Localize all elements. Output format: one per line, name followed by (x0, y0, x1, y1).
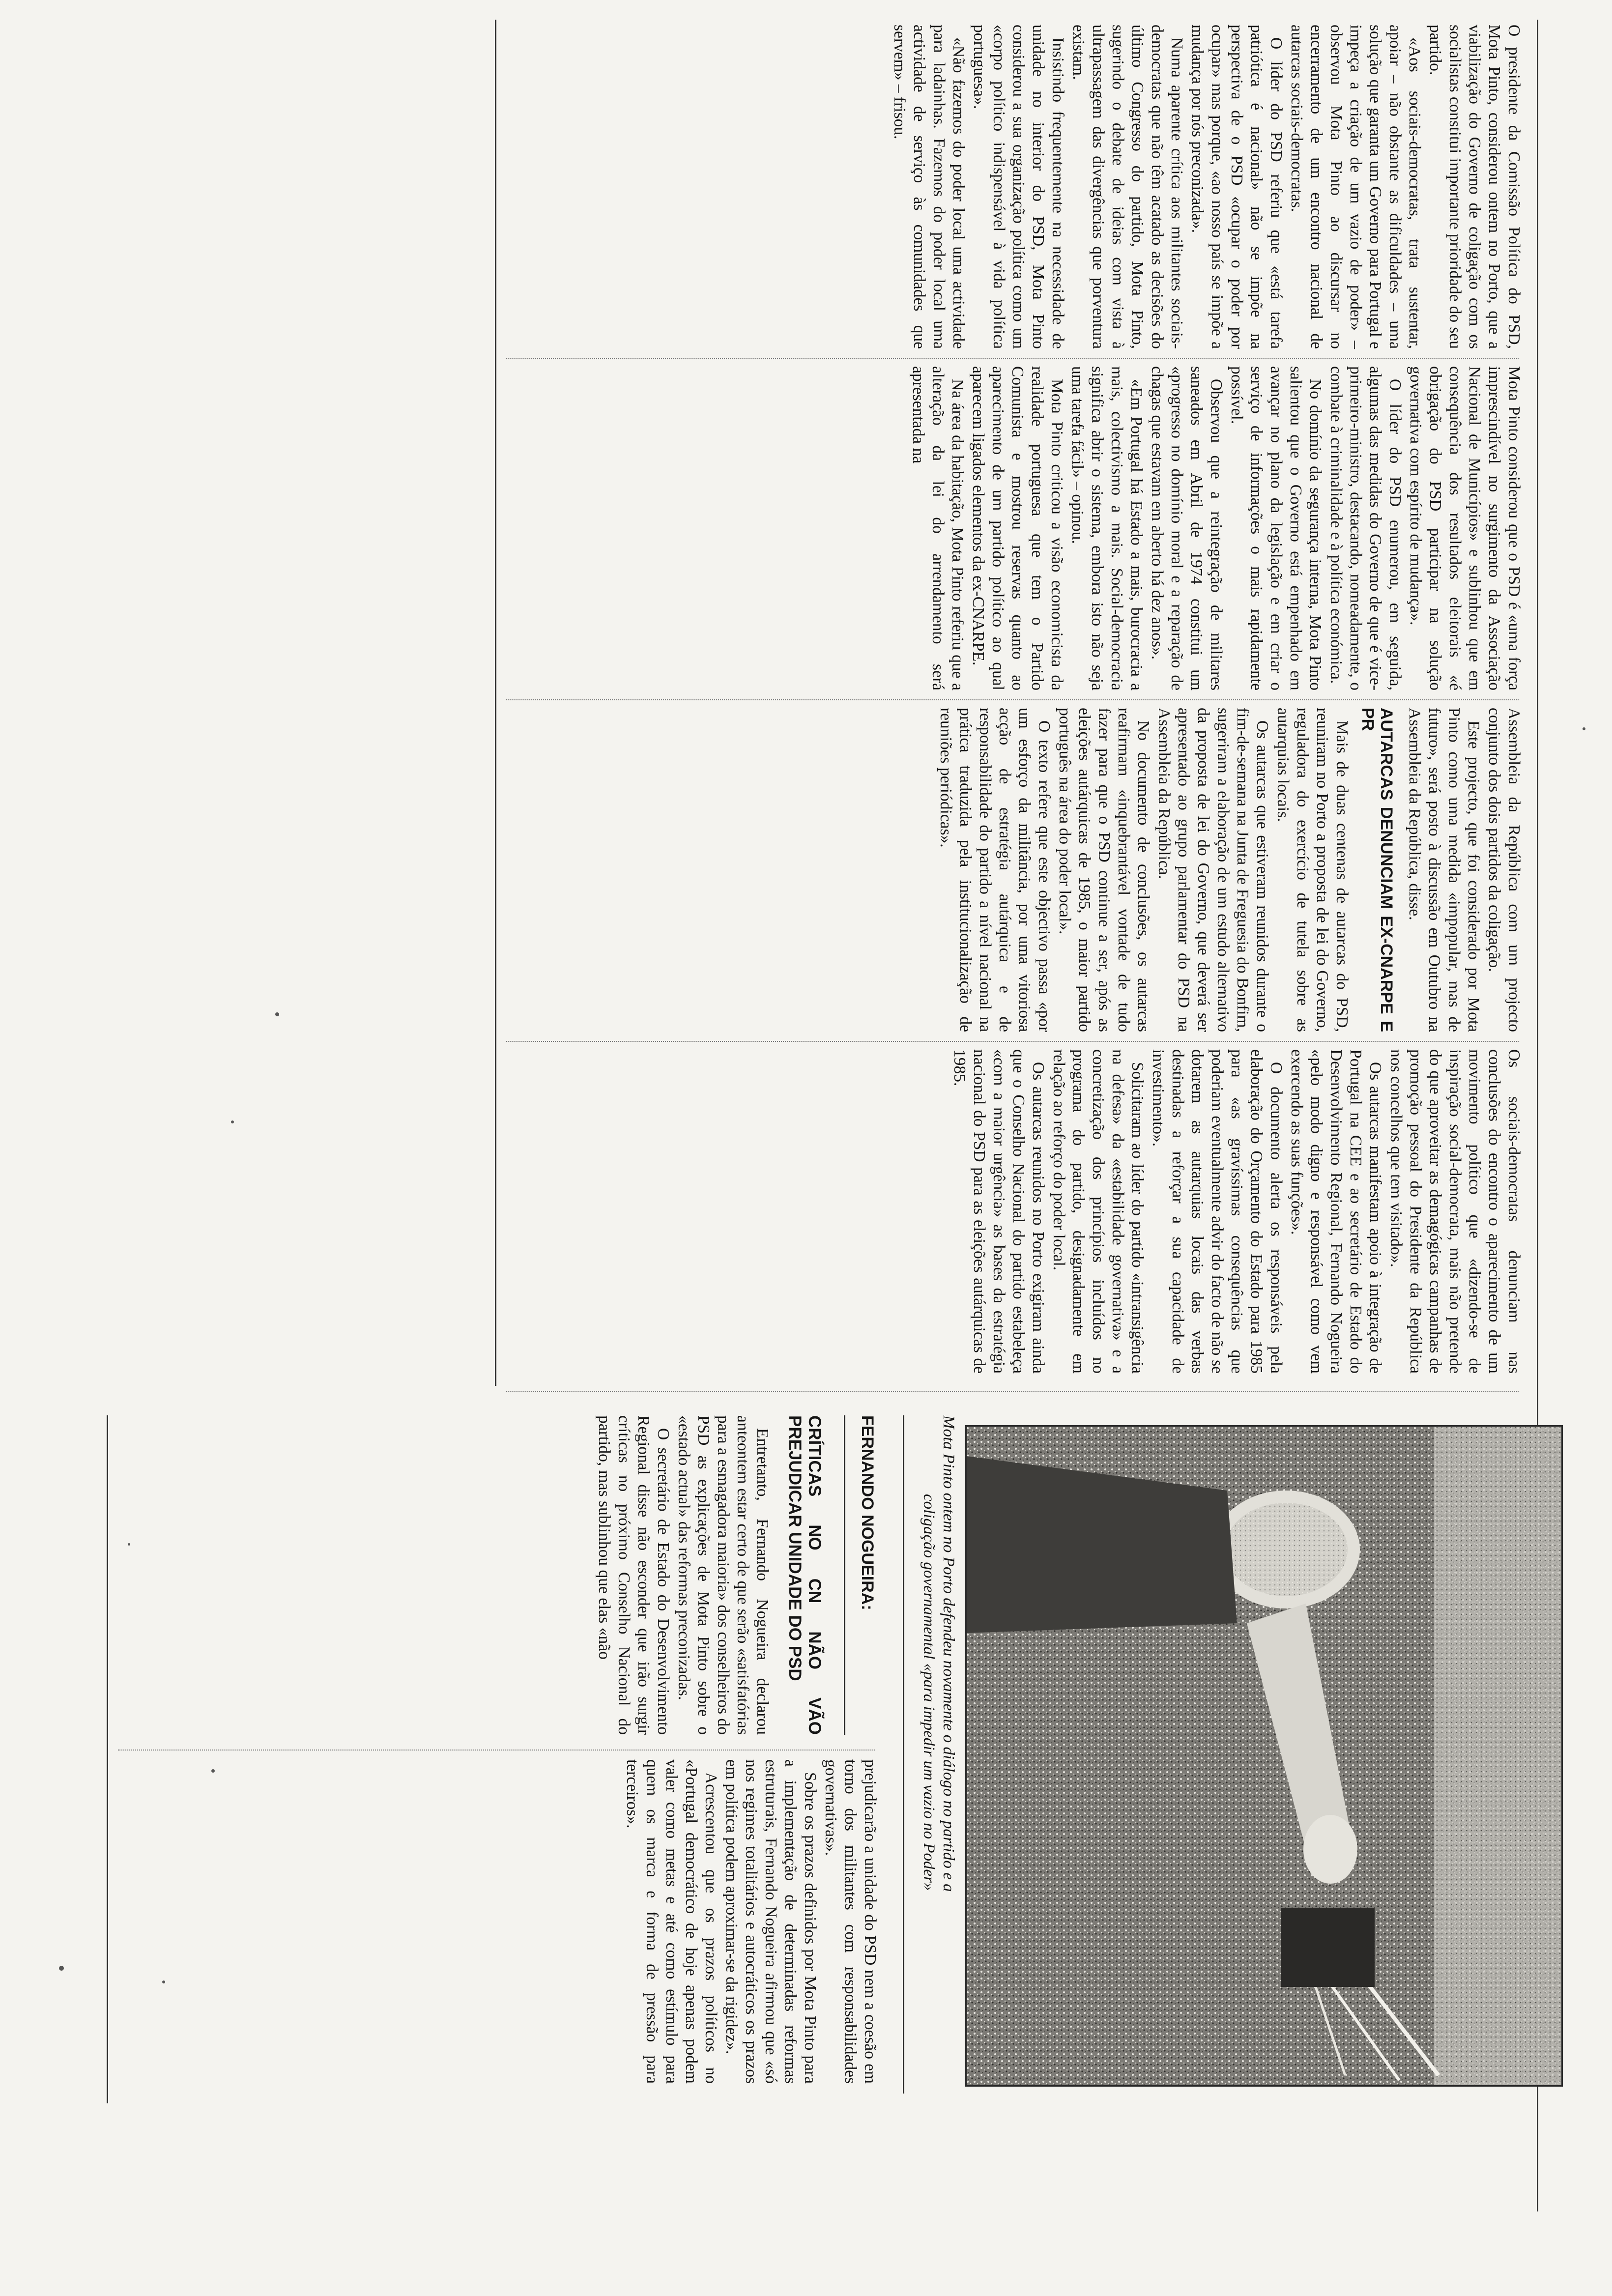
column-divider (506, 1391, 1519, 1392)
photo-caption (919, 1415, 958, 2094)
paragraph: Observou que a reintegração de militares saneados em Abril de 1974 constitui um «progresso no domínio moral e a reparação de chagas que estavam em aberto há dez anos». (1148, 366, 1225, 690)
paragraph: Os autarcas reunidos no Porto exigiram ainda que o Conselho Nacional do partido estabeleça «com a maior urgência» as bases da estratégia nacional do PSD para as eleições autárquicas de 1985. (950, 1049, 1047, 1374)
article-column-1 (889, 25, 1524, 349)
paragraph: O presidente da Comissão Política do PSD, Mota Pinto, considerou ontem no Porto, que a viabilização do Governo de coligação com os socialistas constitui importante prioridade do seu partido. (1426, 25, 1523, 349)
paragraph: Os autarcas manifestam apoio à integração de Portugal na CEE e ao secretário de Estado do Desenvolvimento Regional, Fernando Nogueira «pelo modo digno e responsável como vem exercendo as suas funções». (1288, 1049, 1384, 1374)
caption-line: coligação governamental «para impedir um vazio no Poder» (920, 1494, 938, 1891)
paragraph: Mota Pinto criticou a visão economicista da realidade portuguesa que tem o Partido Comunista e mostrou reservas quanto ao aparecimento de um partido político ao qual aparecem ligados elementos da ex-CNARPE. (969, 366, 1066, 690)
article-column-3 (935, 708, 1524, 1032)
column-divider (506, 699, 1519, 700)
paragraph: No documento de conclusões, os autarcas reafirmam «inquebrantável vontade de tudo fazer para que o PSD continue a ser, após as eleições autárquicas de 1985, o maior partido português na área do poder local». (1056, 708, 1152, 1032)
paragraph: Sobre os prazos definidos por Mota Pinto para a implementação de determinadas reformas estruturais, Fernando Nogueira afirmou que «só nos regimes totalitários e autocráticos os prazos em política podem aproximar-se da rigidez». (722, 1759, 819, 2084)
paragraph: Na área da habitação, Mota Pinto referiu que a alteração da lei do arrendamento será apresentada na (909, 366, 967, 690)
paragraph: O documento alerta os responsáveis pela elaboração do Orçamento do Estado para 1985 para «as gravíssimas consequências que poderiam eventualmente advir do facto de não se dotarem as autarquias locais das verbas destinadas a reforçar a sua capacidade de investimento». (1149, 1049, 1285, 1374)
column-divider (118, 1750, 875, 1751)
section-heading: CRÍTICAS NO CN NÃO VÃO PREJUDICAR UNIDADE DO PSD (785, 1415, 824, 1735)
kicker-label: FERNANDO NOGUEIRA: (844, 1415, 877, 1735)
paragraph: Acrescentou que os prazos políticos no «Portugal democrático de hoje apenas podem valer como metas e até como estímulo para quem os marca e forma de pressão para terceiros». (623, 1759, 720, 2084)
paragraph: Mais de duas centenas de autarcas do PSD, reuniram no Porto a proposta de lei do Governo, reguladora do exercício de tutela sobre as autarquias locais. (1274, 708, 1351, 1032)
paragraph: Solicitaram ao líder do partido «intransigência na defesa» da «estabilidade governativa» e a concretização dos princípios incluídos no programa do partido, designadamente em relação ao reforço do poder local. (1050, 1049, 1147, 1374)
paragraph: O secretário de Estado do Desenvolvimento Regional disse não esconder que irão surgir críticas no próximo Conselho Nacional do partido, mas sublinhou que elas «não (595, 1415, 672, 1735)
paragraph: No domínio da segurança interna, Mota Pinto salientou que o Governo está empenhado em avançar no plano da legislação e em criar o serviço de informações o mais rapidamente possível. (1228, 366, 1324, 690)
paragraph: O líder do PSD referiu que «está tarefa patriótica é nacional» não se impõe na perspectiva de o PSD «ocupar o poder por ocupar» mas porque, «ao nosso país se impõe a mudança por nós preconizada». (1188, 25, 1285, 349)
paragraph: Este projecto, que foi considerado por Mota Pinto como uma medida «impopular, mas de futuro», será posto à discussão em Outubro na Assembleia da República, disse. (1406, 708, 1483, 1032)
article-column-4 (949, 1049, 1524, 1374)
article-photo (965, 1425, 1563, 2087)
paragraph: Entretanto, Fernando Nogueira declarou anteontem estar certo de que serão «satisfatórias para a esmagadora maioria» dos conselheiros do PSD as explicações de Mota Pinto sobre o «estado actual» das reformas preconizadas. (675, 1415, 772, 1735)
article-column-5 (593, 1415, 880, 1735)
paragraph: Os autarcas que estiveram reunidos durante o fim-de-semana na Junta de Freguesia do Bonfim, sugeriram a elaboração de um estudo alternativo da proposta de lei do Governo, que deverá ser apresentado ao grupo parlamentar do PSD na Assembleia da República. (1155, 708, 1271, 1032)
article-column-2 (907, 366, 1524, 690)
paragraph: Insistindo frequentemente na necessidade de unidade no interior do PSD, Mota Pinto considerou a sua organização política como um «corpo político indispensável à vida política portuguesa». (970, 25, 1067, 349)
paragraph: O líder do PSD enumerou, em seguida, algumas das medidas do Governo de que é vice-primeiro-ministro, destacando, nomeadamente, o combate à criminalidade e à política económica. (1327, 366, 1404, 690)
paragraph: Os sociais-democratas denunciam nas conclusões do encontro o aparecimento de um movimento político que «dizendo-se de inspiração social-democrata, mais não pretende do que aproveitar as demagógicas campanhas de promoção pessoal do Presidente da República nos concelhos que tem visitado». (1387, 1049, 1523, 1374)
column-divider (506, 358, 1519, 359)
caption-line: Mota Pinto ontem no Porto defendeu novamente o diálogo no partido e a (940, 1415, 957, 1892)
paragraph: Assembleia da República com um projecto conjunto dos dois partidos da coligação. (1485, 708, 1523, 1032)
clipping-bottom-rule (495, 20, 496, 1386)
paragraph: «Aos sociais-democratas, trata sustentar, apoiar – não obstante as dificuldades – uma solução que garanta um Governo para Portugal e impeça a criação de um vazio de poder» – observou Mota Pinto ao discursar no encerramento de um encontro nacional de autarcas sociais-democratas. (1288, 25, 1424, 349)
photo-image (967, 1427, 1561, 2085)
paragraph: «Em Portugal há Estado a mais, burocracia a mais, colectivismo a mais. Social-democracia significa abrir o sistema, embora isto não seja uma tarefa fácil» – opinou. (1068, 366, 1146, 690)
paragraph: Mota Pinto considerou que o PSD é «uma força imprescindível no surgimento da Associação Nacional de Municípios» e sublinhou que em consequência dos resultados eleitorais «é obrigação do PSD participar na solução governativa com espírito de mudança». (1407, 366, 1523, 690)
section-heading: AUTARCAS DENUNCIAM EX-CNARPE E PR (1358, 708, 1396, 1032)
clipping-bottom-rule-right (107, 1415, 108, 2103)
caption-rule (903, 1415, 904, 2094)
paragraph: Numa aparente crítica aos militantes sociais-democratas que não têm acatado as decisões do último Congresso do partido, Mota Pinto, sugerindo o debate de ideias com vista à ultrapassagem das divergências que porventura existam. (1069, 25, 1186, 349)
article-column-6 (621, 1759, 880, 2084)
column-divider (506, 1041, 1519, 1042)
interview-kicker (844, 1415, 877, 1735)
paragraph: prejudicarão a unidade do PSD nem a coesão em torno dos militantes com responsabilidades governativas». (822, 1759, 879, 2084)
paragraph: «Não fazemos do poder local uma actividade para ladainhas. Fazemos do poder local uma actividade de serviço às comunidades que servem» – frisou. (891, 25, 968, 349)
paragraph: O texto refere que este objectivo passa «por um esforço da militância, por uma vitoriosa acção de estratégia autárquica e de responsabilidade do partido a nível nacional na prática traduzida pela institucionalização de reuniões periódicas». (937, 708, 1053, 1032)
